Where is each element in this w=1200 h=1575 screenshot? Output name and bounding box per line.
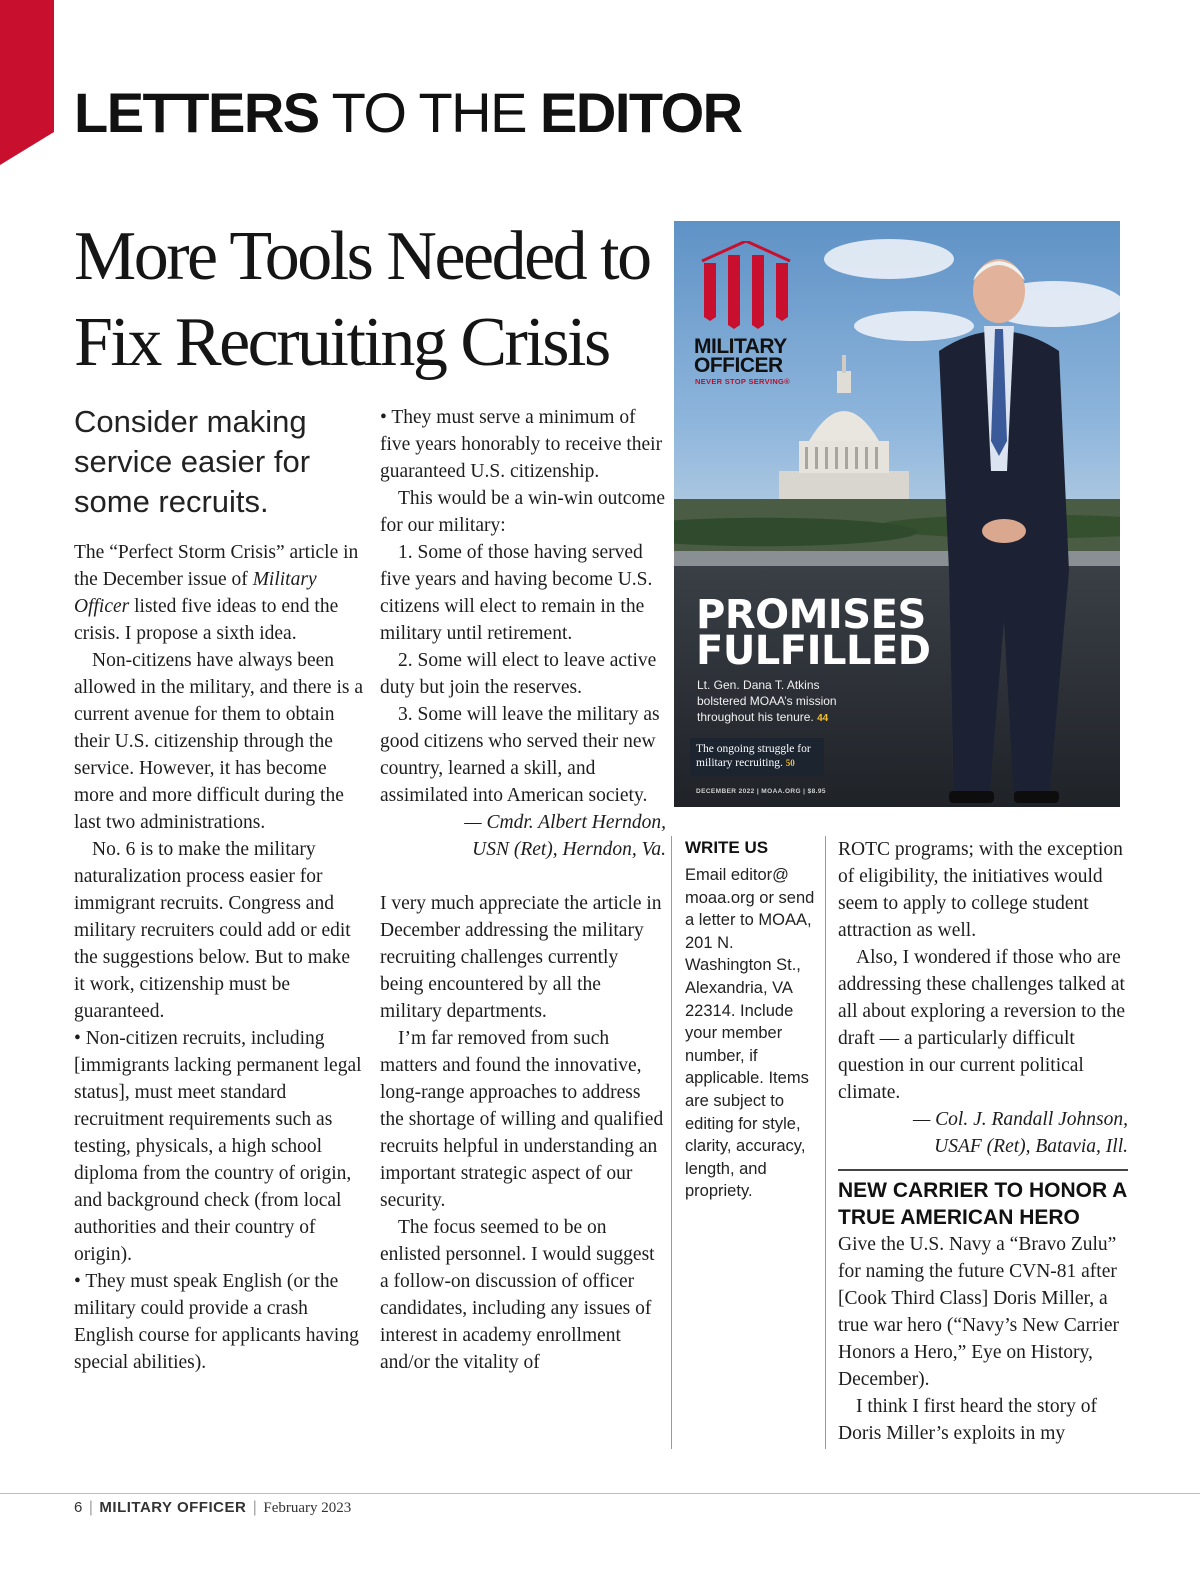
letter1-signature-rank: USN (Ret), Herndon, Va. [472,839,666,860]
letter1-bullet3: • They must serve a minimum of five years honorably to receive their guaranteed U.S. citizenship. [380,407,663,482]
letter-column2 [380,404,666,1376]
write-us-body: Email editor@ moaa.org or send a letter to MOAA, 201 N. Washington St., Alexandria, VA 22314. Include your member number, if applicable. Items are subject to editing for style, clarity, accuracy, length, and propriety. [685,866,815,1201]
letter3-para2: I think I first heard the story of Doris Miller’s exploits in my [838,1396,1097,1444]
magazine-cover-image [674,221,1120,807]
section-header-editor: EDITOR [540,81,742,144]
article-headline: More Tools Needed to Fix Recruiting Crisis [74,218,650,381]
section-header-letters: LETTERS [74,81,319,144]
cover-subhead-page: 44 [817,713,829,724]
column-divider [825,836,826,1449]
cover-subhead: Lt. Gen. Dana T. Atkins bolstered MOAA’s mission throughout his tenure. 44 [697,678,837,724]
section-header [74,78,742,148]
cover-tagline: NEVER STOP SERVING® [695,377,791,386]
letter1-signature-name: — Cmdr. Albert Herndon, [464,812,666,833]
cover-magazine-name: MILITARY OFFICER [694,335,787,377]
letter1-bullet2: • They must speak English (or the military could provide a crash English course for applicants having special abilities). [74,1271,359,1373]
letter2-signature-name: — Col. J. Randall Johnson, [912,1109,1128,1130]
article-deck: Consider making service easier for some recruits. [74,404,311,519]
letter2-para4: Also, I wondered if those who are addressing these challenges talked at all about exploring a reversion to the draft — a particularly difficult question in our current political climate. [838,947,1125,1103]
cover-headline: PROMISES FULFILLED [696,592,931,674]
letter1-para2: Non-citizens have always been allowed in the military, and there is a current avenue for them to obtain their U.S. citizenship through the service. However, it has become more and more difficult during the last two administrations. [74,650,363,833]
letter1-bullet1: • Non-citizen recruits, including [immigrants lacking permanent legal status], must meet standard recruitment requirements such as testing, physicals, a high school diploma from the country of origin, and background check (from local authorities and their country of origin). [74,1028,362,1265]
section-header-to-the: TO THE [331,81,526,144]
letter1-column1 [74,539,364,1376]
letter2-para3-cont: ROTC programs; with the exception of eligibility, the initiatives would seem to apply to college student attraction as well. [838,839,1123,941]
letter2-signature-rank: USAF (Ret), Batavia, Ill. [934,1136,1128,1157]
cover-callout-page: 50 [785,758,795,768]
letter1-item1: 1. Some of those having served five years and having become U.S. citizens will elect to remain in the military until retirement. [380,542,653,644]
letter1-para1: The “Perfect Storm Crisis” article in the December issue of Military Officer listed five ideas to end the crisis. I propose a sixth idea. [74,542,359,644]
footer-magazine-name: MILITARY OFFICER [99,1499,247,1516]
standing-man-portrait [919,241,1119,807]
footer-issue-date: February 2023 [263,1500,352,1516]
red-corner-tab [0,0,54,165]
page-number: 6 [74,1499,83,1516]
letter2-para1: I very much appreciate the article in December addressing the military recruiting challenges currently being encountered by all the military departments. [380,893,662,1022]
letter3-title: NEW CARRIER TO HONOR A TRUE AMERICAN HERO [838,1179,1127,1229]
letter1-para4: This would be a win-win outcome for our military: [380,488,665,536]
column-divider [671,836,672,1449]
letter1-para3: No. 6 is to make the military naturalization process easier for immigrant recruits. Congress and military recruiters could add or edit the suggestions below. But to make it work, citizenship must be guaranteed. [74,839,351,1022]
footer-rule [0,1493,1200,1494]
cover-callout-box: The ongoing struggle for military recruiting. 50 [690,738,824,776]
letter3-para1: Give the U.S. Navy a “Bravo Zulu” for naming the future CVN-81 after [Cook Third Class] Doris Miller, a true war hero (“Navy’s New Carrier Honors a Hero,” Eye on History, December). [838,1234,1119,1390]
letter1-item3: 3. Some will leave the military as good citizens who served their new country, learned a skill, and assimilated into American society. [380,704,660,806]
page-footer: 6 | MILITARY OFFICER | February 2023 [74,1498,352,1516]
cover-dateline: DECEMBER 2022 | MOAA.ORG | $8.95 [696,788,826,795]
section-rule [838,1169,1128,1171]
capitol-dome-icon [779,341,909,511]
write-us-box [685,838,817,1203]
letter2-para2: I’m far removed from such matters and found the innovative, long-range approaches to address the shortage of willing and qualified recruits helpful in understanding an important strategic aspect of our security. [380,1028,664,1211]
moaa-logo-icon [700,241,792,329]
letter1-item2: 2. Some will elect to leave active duty but join the reserves. [380,650,657,698]
write-us-title: WRITE US [685,838,769,857]
publication-name: Military Officer [74,569,317,617]
letter2-para3: The focus seemed to be on enlisted personnel. I would suggest a follow-on discussion of officer candidates, including any issues of interest in academy enrollment and/or the vitality of [380,1217,655,1373]
letter-column4 [838,836,1128,1447]
